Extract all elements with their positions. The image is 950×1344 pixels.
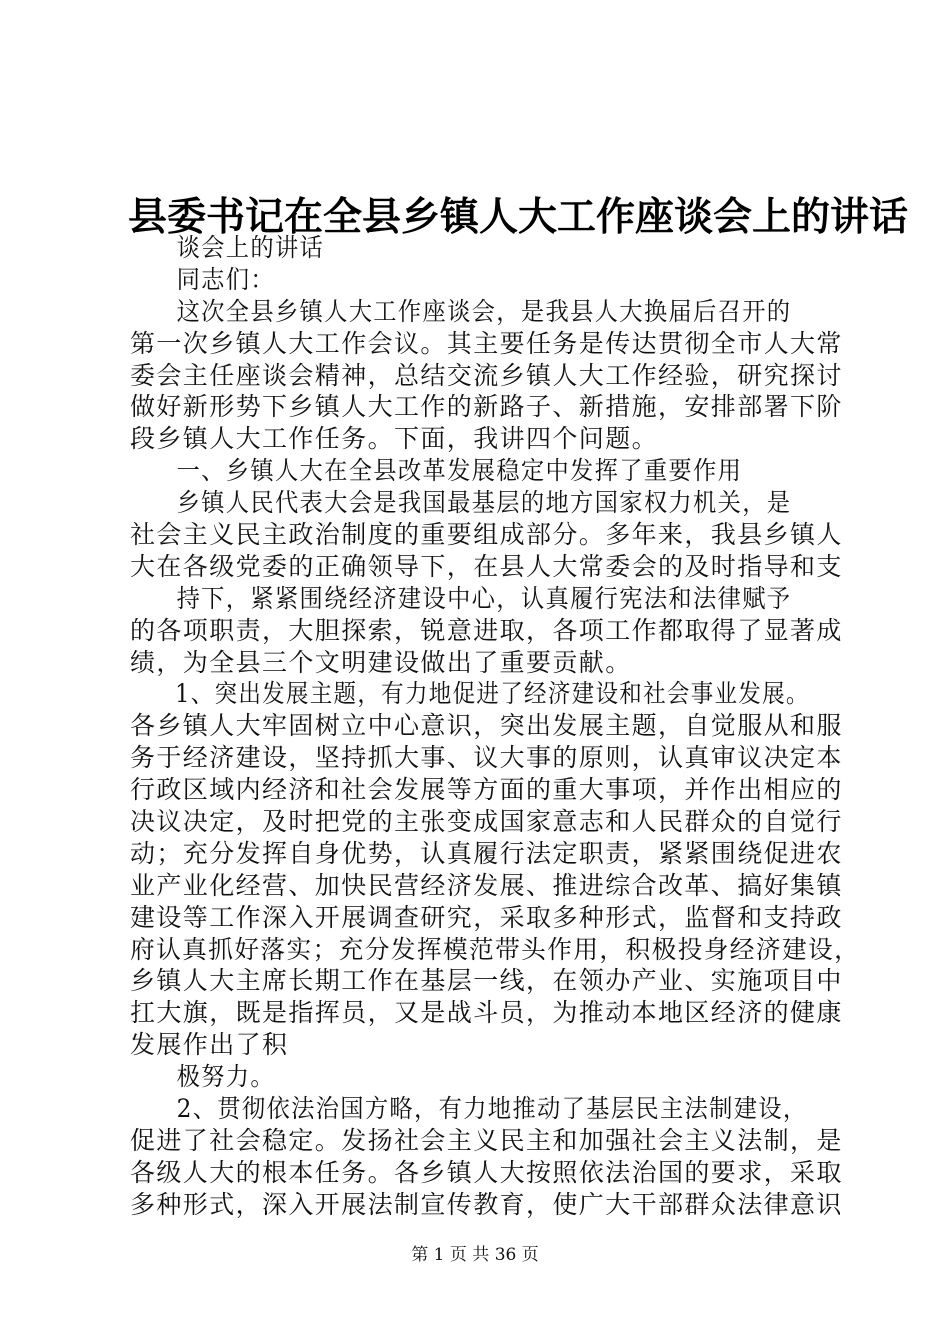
text-line: 这次全县乡镇人大工作座谈会，是我县人大换届后召开的 (176, 296, 792, 326)
text-line: 1、突出发展主题，有力地促进了经济建设和社会事业发展。 (175, 679, 810, 709)
text-line: 各级人大的根本任务。各乡镇人大按照依法治国的要求，采取 (130, 1157, 843, 1187)
text-line: 委会主任座谈会精神，总结交流乡镇人大工作经验，研究探讨 (130, 360, 843, 390)
text-line: 多种形式，深入开展法制宣传教育，使广大干部群众法律意识 (130, 1189, 843, 1219)
document-title: 县委书记在全县乡镇人大工作座谈会上的讲话 (128, 194, 909, 240)
text-line: 建设等工作深入开展调查研究，采取多种形式，监督和支持政 (130, 902, 843, 932)
text-line: 做好新形势下乡镇人大工作的新路子、新措施，安排部署下阶 (130, 392, 843, 422)
text-line: 谈会上的讲话 (176, 233, 325, 262)
page-footer: 第 1 页 共 36 页 (411, 1245, 539, 1265)
text-line: 府认真抓好落实；充分发挥模范带头作用，积极投身经济建设， (130, 934, 861, 964)
document-body (130, 232, 860, 1221)
text-line: 动；充分发挥自身优势，认真履行法定职责，紧紧围绕促进农 (130, 838, 843, 868)
text-line: 一、乡镇人大在全县改革发展稳定中发挥了重要作用 (176, 456, 743, 486)
text-line: 绩，为全县三个文明建设做出了重要贡献。 (130, 647, 632, 677)
text-line: 发展作出了积 (130, 1030, 289, 1060)
text-line: 扛大旗，既是指挥员，又是战斗员，为推动本地区经济的健康 (130, 998, 843, 1028)
text-line: 段乡镇人大工作任务。下面，我讲四个问题。 (130, 424, 659, 454)
text-line: 乡镇人大主席长期工作在基层一线，在领办产业、实施项目中 (130, 966, 843, 996)
text-line: 第一次乡镇人大工作会议。其主要任务是传达贯彻全市人大常 (130, 328, 843, 358)
text-line: 行政区域内经济和社会发展等方面的重大事项，并作出相应的 (130, 775, 843, 805)
text-line: 务于经济建设，坚持抓大事、议大事的原则，认真审议决定本 (130, 743, 843, 773)
text-line: 业产业化经营、加快民营经济发展、推进综合改革、搞好集镇 (130, 870, 843, 900)
text-line: 促进了社会稳定。发扬社会主义民主和加强社会主义法制，是 (130, 1125, 843, 1155)
text-line: 各乡镇人大牢固树立中心意识，突出发展主题，自觉服从和服 (130, 711, 843, 741)
text-line: 社会主义民主政治制度的重要组成部分。多年来，我县乡镇人 (130, 520, 843, 550)
text-line: 的各项职责，大胆探索，锐意进取，各项工作都取得了显著成 (130, 615, 843, 645)
text-line: 极努力。 (176, 1062, 275, 1092)
text-line: 持下，紧紧围绕经济建设中心，认真履行宪法和法律赋予 (176, 583, 792, 613)
text-line: 决议决定，及时把党的主张变成国家意志和人民群众的自觉行 (130, 807, 843, 837)
text-line: 大在各级党委的正确领导下，在县人大常委会的及时指导和支 (130, 551, 843, 581)
text-line: 乡镇人民代表大会是我国最基层的地方国家权力机关，是 (176, 488, 792, 518)
text-line: 2、贯彻依法治国方略，有力地推动了基层民主法制建设， (176, 1094, 808, 1124)
text-line: 同志们： (176, 264, 275, 294)
